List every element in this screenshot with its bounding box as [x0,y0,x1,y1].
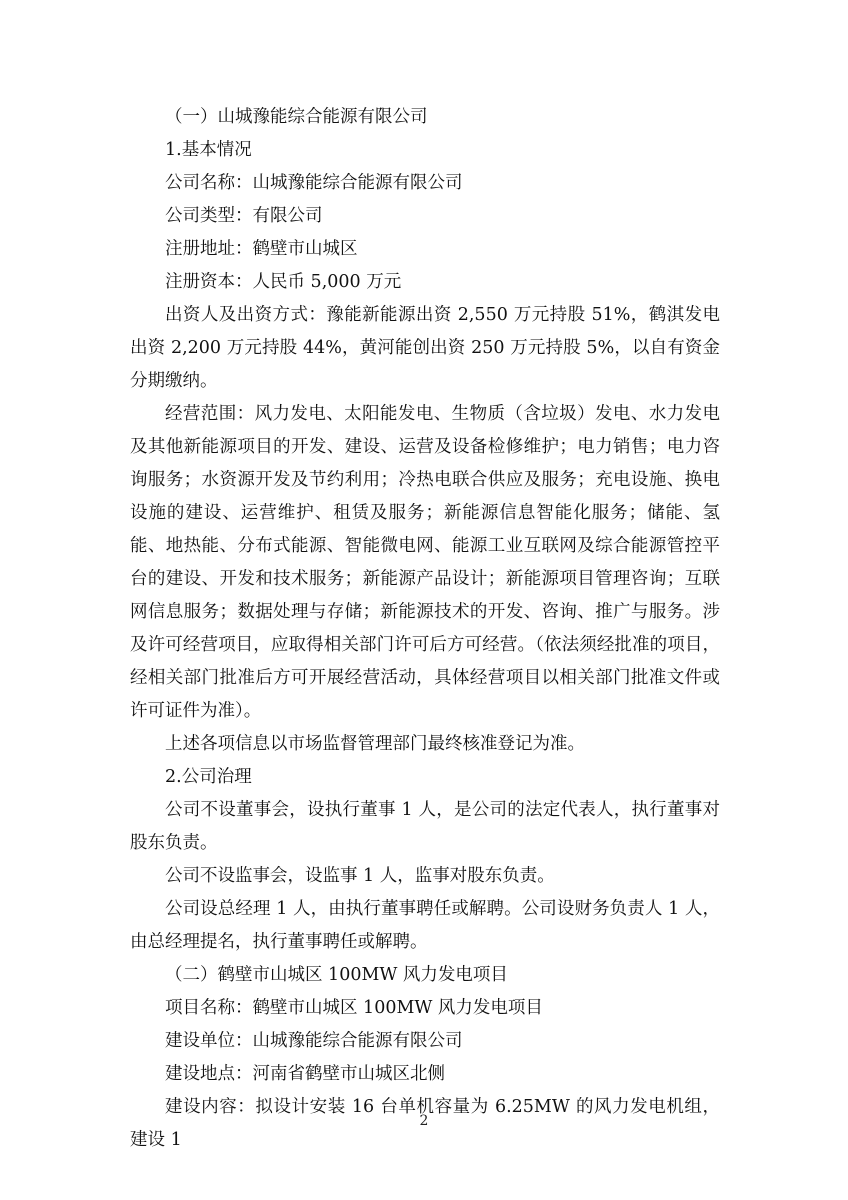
section-heading-project: （二）鹤壁市山城区 100MW 风力发电项目 [165,965,508,985]
business-scope-paragraph: 经营范围：风力发电、太阳能发电、生物质（含垃圾）发电、水力发电及其他新能源项目的开发、建设、运营及设备检修维护；电力销售；电力咨询服务；水资源开发及节约利用；冷热电联合供应及服务；充电设施、换电设施的建设、运营维护、租赁及服务；新能源信息智能化服务；储能、氢能、地热能、分布式能源、智能微电网、能源工业互联网及综合能源管控平台的建设、开发和技术服务；新能源产品设计；新能源项目管理咨询；互联网信息服务；数据处理与存储；新能源技术的开发、咨询、推广与服务。涉及许可经营项目，应取得相关部门许可后方可经营。（依法须经批准的项目，经相关部门批准后方可开展经营活动，具体经营项目以相关部门批准文件或许可证件为准）。 [130,404,720,721]
registered-address-line: 注册地址：鹤壁市山城区 [165,239,358,259]
registered-capital-line: 注册资本：人民币 5,000 万元 [165,272,402,292]
governance-supervisor-paragraph: 公司不设监事会，设监事 1 人，监事对股东负责。 [165,866,555,886]
governance-manager-paragraph: 公司设总经理 1 人，由执行董事聘任或解聘。公司设财务负责人 1 人，由总经理提名，执行董事聘任或解聘。 [130,899,720,952]
construction-unit-line: 建设单位：山城豫能综合能源有限公司 [165,1031,463,1051]
section-heading-company: （一）山城豫能综合能源有限公司 [165,107,428,127]
company-name-line: 公司名称：山城豫能综合能源有限公司 [165,173,463,193]
subheading-basic-info: 1.基本情况 [165,140,252,160]
company-type-line: 公司类型：有限公司 [165,206,323,226]
project-name-line: 项目名称：鹤壁市山城区 100MW 风力发电项目 [165,998,543,1018]
governance-board-paragraph: 公司不设董事会，设执行董事 1 人，是公司的法定代表人，执行董事对股东负责。 [130,800,720,853]
registration-note: 上述各项信息以市场监督管理部门最终核准登记为准。 [165,734,585,754]
page-number: 2 [419,1113,429,1129]
investors-paragraph: 出资人及出资方式：豫能新能源出资 2,550 万元持股 51%，鹤淇发电出资 2,200 万元持股 44%，黄河能创出资 250 万元持股 5%，以自有资金分期缴纳。 [130,305,720,391]
subheading-governance: 2.公司治理 [165,767,252,787]
construction-site-line: 建设地点：河南省鹤壁市山城区北侧 [165,1064,445,1084]
page-body [130,101,720,1157]
construction-content-line: 建设内容：拟设计安装 16 台单机容量为 6.25MW 的风力发电机组，建设 1 [130,1097,720,1150]
